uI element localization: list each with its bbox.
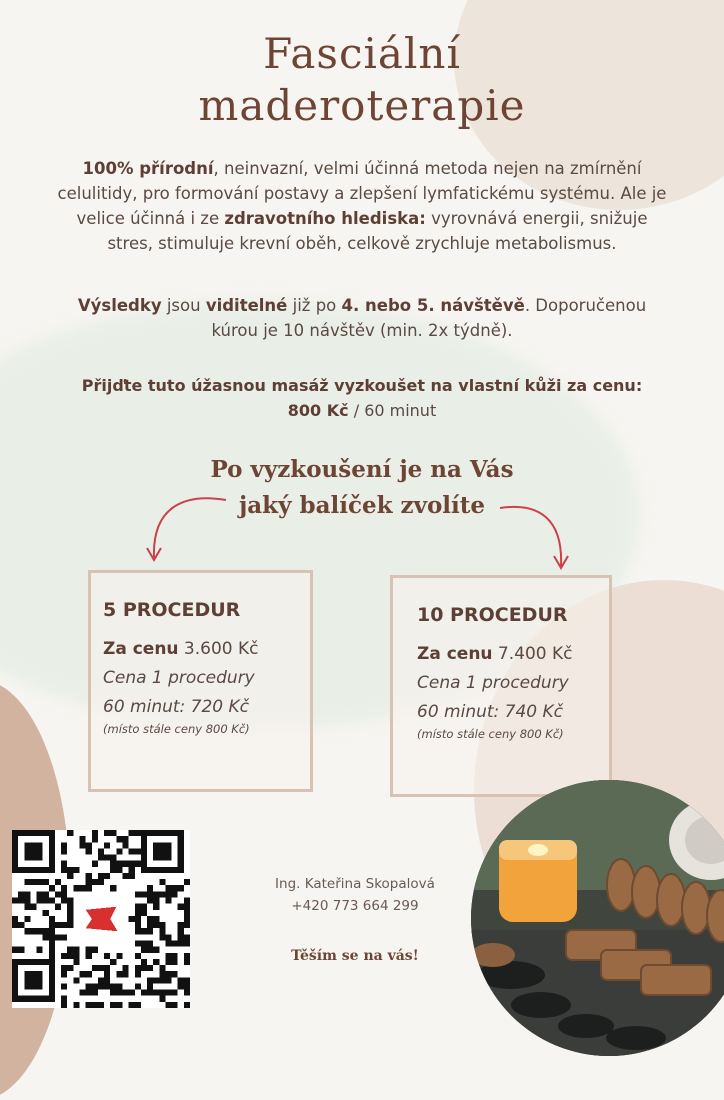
unit-label: Cena 1 procedury xyxy=(417,673,569,693)
offer-paragraph xyxy=(40,373,684,423)
intro-bold-natural: 100% přírodní xyxy=(82,159,214,178)
contact-phone[interactable]: +420 773 664 299 xyxy=(291,898,419,914)
results-text-3: . Doporučenou kúrou je 10 návštěv (min. 2x týdně). xyxy=(211,296,647,340)
intro-paragraph xyxy=(52,156,672,256)
package-price-line xyxy=(103,635,298,664)
price-label: Za cenu xyxy=(417,644,493,664)
package-price-line xyxy=(417,640,597,669)
intro-bold-health: zdravotního hlediska: xyxy=(224,209,426,228)
qr-code-icon[interactable] xyxy=(12,830,190,1008)
title-line-1: Fasciální xyxy=(263,29,461,78)
choice-line-1: Po vyzkoušení je na Vás xyxy=(210,456,514,483)
arrow-left-icon xyxy=(140,488,230,568)
offer-duration: / 60 minut xyxy=(348,401,437,420)
package-price: 3.600 Kč xyxy=(178,639,259,659)
package-title: 10 PROCEDUR xyxy=(417,604,568,626)
package-choice-heading xyxy=(0,452,724,524)
package-unit-line-1 xyxy=(103,664,298,693)
package-note: (místo stále ceny 800 Kč) xyxy=(103,722,250,736)
title-line-2: maderoterapie xyxy=(198,81,526,130)
package-card-5 xyxy=(88,570,313,792)
package-unit-line-2 xyxy=(417,698,597,727)
results-text-1: jsou xyxy=(161,296,206,315)
results-text-2: již po xyxy=(287,296,342,315)
results-bold-1: Výsledky xyxy=(77,296,162,315)
package-unit-line-2 xyxy=(103,693,298,722)
contact-block xyxy=(240,873,470,917)
results-bold-3: 4. nebo 5. návštěvě xyxy=(341,296,525,315)
offer-headline: Přijďte tuto úžasnou masáž vyzkoušet na vlastní kůži za cenu: xyxy=(81,376,643,395)
package-title: 5 PROCEDUR xyxy=(103,599,241,621)
results-bold-2: viditelné xyxy=(205,296,288,315)
contact-name: Ing. Kateřina Skopalová xyxy=(275,876,435,892)
package-note: (místo stále ceny 800 Kč) xyxy=(417,727,564,741)
price-label: Za cenu xyxy=(103,639,179,659)
page-title xyxy=(0,28,724,132)
unit-price: 60 minut: 720 Kč xyxy=(103,697,250,717)
package-price: 7.400 Kč xyxy=(492,644,573,664)
choice-line-2: jaký balíček zvolíte xyxy=(238,492,486,519)
arrow-right-icon xyxy=(495,498,585,578)
package-unit-line-1 xyxy=(417,669,597,698)
unit-label: Cena 1 procedury xyxy=(103,668,255,688)
closing-text: Těším se na vás! xyxy=(291,948,419,964)
intro-text: , neinvazní, velmi účinná metoda nejen na zmírnění celulitidy, pro formování postavy a zlepšení lymfatickému systému. Ale je velice účinná i ze xyxy=(57,159,667,228)
unit-price: 60 minut: 740 Kč xyxy=(417,702,564,722)
results-paragraph xyxy=(52,293,672,343)
massage-tools-illustration xyxy=(471,780,724,1056)
offer-price: 800 Kč xyxy=(287,401,349,420)
massage-photo xyxy=(471,780,724,1056)
intro-text-end: vyrovnává energii, snižuje stres, stimuluje krevní oběh, celkově zrychluje metabolismus. xyxy=(107,209,648,253)
package-card-10 xyxy=(390,575,612,797)
